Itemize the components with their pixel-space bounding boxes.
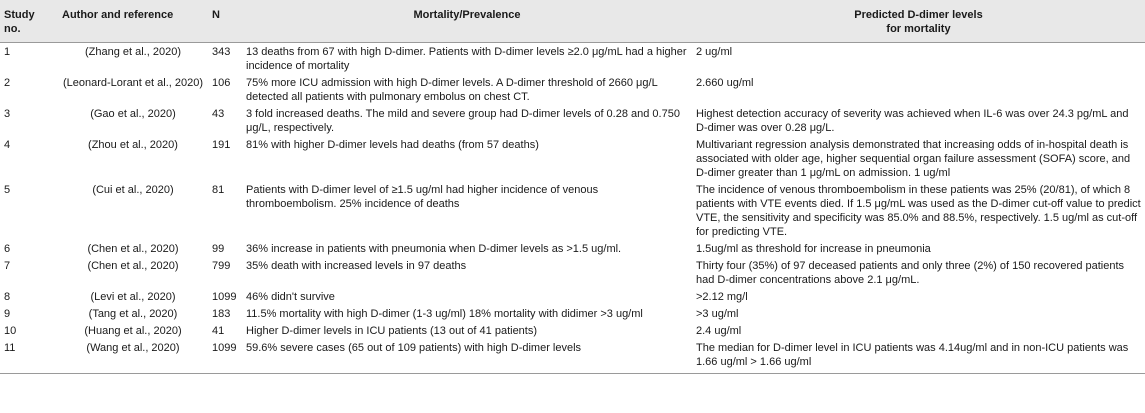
cell-study-no: 5	[4, 184, 11, 196]
cell-mortality: 75% more ICU admission with high D-dimer levels. A D-dimer threshold of 2660 μg/L detected all patients with pulmonary embolus on chest CT.	[246, 77, 658, 103]
cell-predicted: 2.4 ug/ml	[696, 325, 742, 337]
header-row	[0, 0, 1145, 43]
cell-author: (Cui et al., 2020)	[92, 184, 174, 196]
cell-mortality: Higher D-dimer levels in ICU patients (13 out of 41 patients)	[246, 325, 538, 337]
cell-n: 343	[212, 46, 231, 58]
cell-n: 1099	[208, 339, 242, 374]
cell-predicted: The median for D-dimer level in ICU patients was 4.14ug/ml and in non-ICU patients was 1.66 ug/ml > 1.66 ug/ml	[692, 339, 1145, 374]
header-author: Author and reference	[58, 0, 208, 43]
cell-predicted: The incidence of venous thromboembolism in these patients was 25% (20/81), of which 8 patients with VTE events died. If 1.5 μg/mL was used as the D-dimer cut-off value to predict VTE, the sensitivity and specificity was 85.0% and 88.5%, respectively. 1.5 ug/ml as cut-off for predicting VTE.	[696, 184, 1141, 238]
cell-mortality: 81% with higher D-dimer levels had deaths (from 57 deaths)	[246, 139, 539, 151]
cell-n: 799	[212, 260, 231, 272]
cell-mortality: Patients with D-dimer level of ≥1.5 ug/ml had higher incidence of venous thromboembolism. 25% incidence of deaths	[246, 184, 599, 210]
cell-study-no: 6	[4, 243, 11, 255]
cell-author: (Zhang et al., 2020)	[84, 46, 181, 58]
cell-n: 43	[212, 108, 225, 120]
cell-predicted: Highest detection accuracy of severity was achieved when IL-6 was over 24.3 pg/mL and D-dimer was over 0.28 μg/L.	[696, 108, 1129, 134]
header-predicted-line1: Predicted D-dimer levels	[854, 9, 983, 21]
cell-n: 1099	[212, 291, 237, 303]
cell-author: (Chen et al., 2020)	[87, 260, 179, 272]
cell-predicted: 2 ug/ml	[696, 46, 733, 58]
cell-mortality: 13 deaths from 67 with high D-dimer. Patients with D-dimer levels ≥2.0 μg/mL had a higher incidence of mortality	[246, 46, 687, 72]
table-row	[0, 74, 1145, 105]
cell-n: 99	[212, 243, 225, 255]
table-row	[0, 136, 1145, 181]
cell-n: 81	[212, 184, 225, 196]
header-mortality: Mortality/Prevalence	[242, 0, 692, 43]
cell-author: (Wang et al., 2020)	[58, 339, 208, 374]
table-header	[0, 0, 1145, 43]
cell-predicted: Multivariant regression analysis demonstrated that increasing odds of in-hospital death is associated with older age, higher sequential organ failure assessment (SOFA) score, and D-dimer greater than 1 μg/mL on admission. 1 ug/ml	[696, 139, 1131, 179]
cell-study-no: 7	[4, 260, 11, 272]
table-row	[0, 181, 1145, 240]
cell-mortality: 36% increase in patients with pneumonia when D-dimer levels as >1.5 ug/ml.	[246, 243, 622, 255]
cell-author: (Chen et al., 2020)	[87, 243, 179, 255]
cell-study-no: 9	[4, 308, 11, 320]
table-row	[0, 43, 1145, 75]
cell-predicted: 1.5ug/ml as threshold for increase in pneumonia	[696, 243, 931, 255]
cell-study-no: 11	[0, 339, 58, 374]
header-predicted-line2: for mortality	[886, 23, 951, 35]
cell-study-no: 4	[4, 139, 11, 151]
cell-mortality: 3 fold increased deaths. The mild and severe group had D-dimer levels of 0.28 and 0.750 μg/L, respectively.	[246, 108, 680, 134]
cell-n: 41	[212, 325, 225, 337]
cell-study-no: 10	[4, 325, 17, 337]
cell-n: 106	[212, 77, 231, 89]
header-n: N	[208, 0, 242, 43]
cell-n: 191	[212, 139, 231, 151]
cell-study-no: 2	[4, 77, 11, 89]
cell-predicted: >3 ug/ml	[696, 308, 739, 320]
cell-predicted: >2.12 mg/l	[696, 291, 748, 303]
table-row	[0, 257, 1145, 288]
table-row	[0, 240, 1145, 257]
cell-author: (Huang et al., 2020)	[84, 325, 182, 337]
cell-author: (Zhou et al., 2020)	[88, 139, 178, 151]
table-row	[0, 105, 1145, 136]
cell-mortality: 35% death with increased levels in 97 deaths	[246, 260, 467, 272]
cell-predicted: Thirty four (35%) of 97 deceased patients and only three (2%) of 150 recovered patients had D-dimer concentrations above 2.1 μg/mL.	[696, 260, 1125, 286]
cell-mortality: 46% didn't survive	[246, 291, 335, 303]
table-row	[0, 339, 1145, 374]
cell-predicted: 2.660 ug/ml	[696, 77, 754, 89]
table-body	[0, 43, 1145, 374]
header-study-no: Study no.	[0, 0, 58, 43]
cell-author: (Tang et al., 2020)	[88, 308, 178, 320]
cell-mortality: 59.6% severe cases (65 out of 109 patients) with high D-dimer levels	[242, 339, 692, 374]
cell-author: (Leonard-Lorant et al., 2020)	[62, 77, 204, 89]
cell-study-no: 3	[4, 108, 11, 120]
cell-study-no: 8	[4, 291, 11, 303]
cell-mortality: 11.5% mortality with high D-dimer (1-3 ug/ml) 18% mortality with didimer >3 ug/ml	[246, 308, 643, 320]
table-row	[0, 288, 1145, 305]
cell-author: (Gao et al., 2020)	[90, 108, 176, 120]
header-predicted	[692, 0, 1145, 43]
cell-author: (Levi et al., 2020)	[90, 291, 176, 303]
table-row	[0, 305, 1145, 322]
cell-study-no: 1	[4, 46, 11, 58]
table-row	[0, 322, 1145, 339]
cell-n: 183	[212, 308, 231, 320]
